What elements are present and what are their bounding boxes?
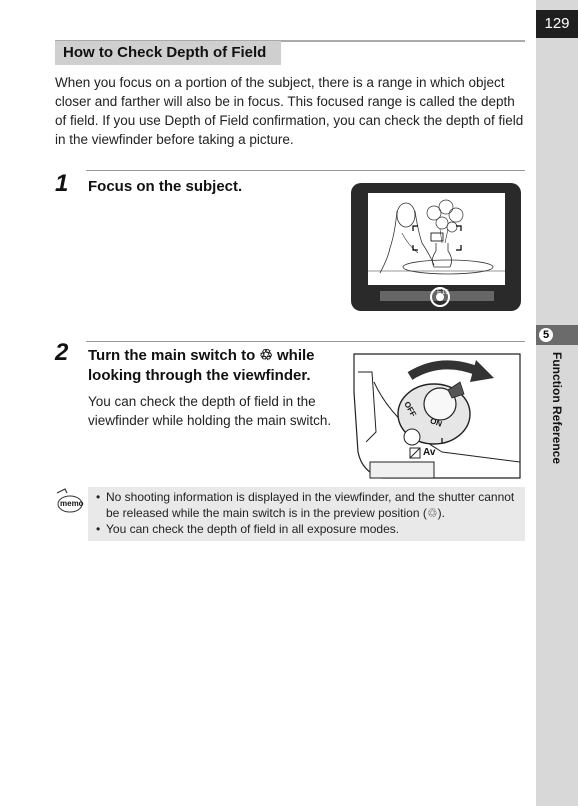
viewfinder-aperture: F15 (437, 289, 450, 296)
memo-item (96, 521, 520, 537)
step-1-title: Focus on the subject. (88, 178, 243, 195)
av-label: Av (423, 447, 436, 458)
step-1-rule (86, 170, 525, 171)
memo-bullet: • (96, 490, 101, 504)
chapter-title-text: Function Reference (550, 352, 564, 465)
memo-item-text: You can check the depth of field in all exposure modes. (106, 522, 400, 536)
section-title: How to Check Depth of Field (55, 41, 281, 65)
chapter-number: 5 (539, 328, 553, 342)
step-2-rule (86, 341, 525, 342)
step-2-number: 2 (55, 339, 69, 366)
camera-illustration (352, 352, 522, 480)
step-1-number: 1 (55, 170, 69, 197)
memo-icon (55, 487, 83, 515)
viewfinder-screen (368, 193, 505, 285)
step-2-title-line2: looking through the viewfinder. (88, 367, 311, 384)
memo-bullet: • (96, 522, 101, 536)
memo-item (96, 489, 520, 521)
switch-off-label: OFF (402, 400, 418, 419)
camera-top-drawing (352, 352, 522, 480)
viewfinder-scene (368, 193, 505, 285)
chapter-title (548, 352, 568, 552)
switch-on-label: ON (428, 416, 444, 429)
viewfinder-illustration (351, 183, 521, 311)
memo-item-text: No shooting information is displayed in the viewfinder, and the shutter cannot be released while the main switch is in the preview position (♲). (106, 490, 515, 520)
memo-icon-label: memo (60, 499, 84, 508)
step-2-title-line1: Turn the main switch to ♲ while (88, 347, 315, 364)
page-number: 129 (536, 10, 578, 38)
section-intro: When you focus on a portion of the subject, there is a range in which object closer and farther will also be in focus. This focused range is called the depth of field. If you use Depth of Field confirmation, you can check the depth of field in the viewfinder before taking a picture. (55, 75, 524, 147)
step-2-body: You can check the depth of field in the viewfinder while holding the main switch. (88, 394, 332, 428)
